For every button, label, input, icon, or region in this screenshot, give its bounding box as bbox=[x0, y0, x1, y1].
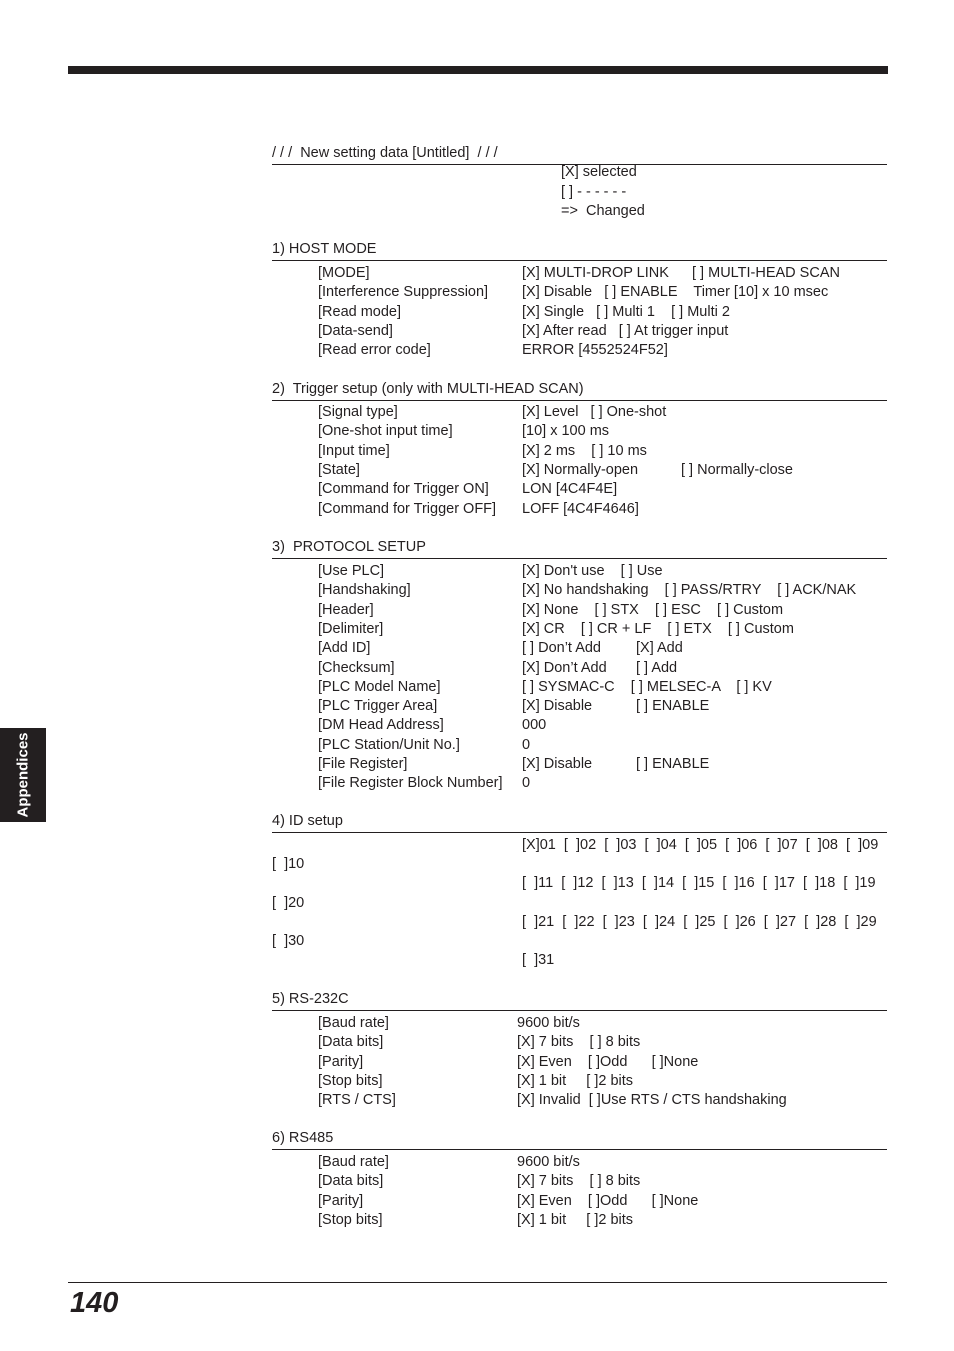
setting-value: [X] After read [ ] At trigger input bbox=[522, 322, 729, 339]
setting-label: [Baud rate] bbox=[318, 1154, 389, 1170]
setting-label: [Handshaking] bbox=[318, 582, 411, 599]
id-line: [X]01 [ ]02 [ ]03 [ ]04 [ ]05 [ ]06 [ ]07 [ ]08 [ ]09 bbox=[522, 837, 879, 853]
id-line: [ ]30 bbox=[272, 933, 305, 949]
section-rule bbox=[272, 1149, 887, 1150]
setting-value: [X] Level [ ] One-shot bbox=[522, 404, 667, 420]
setting-value: [ ] Normally-close bbox=[681, 461, 793, 478]
setting-value: LOFF [4C4F4646] bbox=[522, 500, 639, 517]
setting-label: [Read mode] bbox=[318, 303, 402, 320]
setting-value: 9600 bit/s bbox=[517, 1015, 580, 1031]
page-number: 140 bbox=[70, 1287, 119, 1319]
setting-label: [DM Head Address] bbox=[318, 717, 444, 734]
setting-label: [File Register] bbox=[318, 756, 408, 772]
setting-label: [Read error code] bbox=[318, 342, 431, 359]
setting-value: [ ] ENABLE bbox=[636, 756, 710, 772]
setting-value: [X] Normally-open bbox=[522, 461, 639, 478]
setting-label: [Data bits] bbox=[318, 1034, 384, 1051]
section-rule bbox=[272, 260, 887, 261]
setting-label: [Command for Trigger OFF] bbox=[318, 500, 497, 517]
setting-value: [ ] MULTI-HEAD SCAN bbox=[692, 265, 840, 281]
setting-value: [X] 1 bit [ ]2 bits bbox=[517, 1072, 634, 1089]
section-rule bbox=[272, 1010, 887, 1011]
footer-rule bbox=[68, 1282, 887, 1283]
section-heading: 6) RS485 bbox=[272, 1130, 334, 1146]
setting-value: [X] 7 bits [ ] 8 bits bbox=[517, 1034, 641, 1051]
setting-value: [X] 7 bits [ ] 8 bits bbox=[517, 1173, 641, 1190]
setting-label: [File Register Block Number] bbox=[318, 775, 503, 792]
setting-label: [PLC Trigger Area] bbox=[318, 698, 438, 715]
section-heading: 1) HOST MODE bbox=[272, 241, 377, 257]
setting-label: [Stop bits] bbox=[318, 1211, 383, 1228]
setting-value: [X] Disable bbox=[522, 756, 593, 772]
setting-label: [Add ID] bbox=[318, 640, 371, 657]
setting-label: [Data bits] bbox=[318, 1173, 384, 1190]
setting-label: [Parity] bbox=[318, 1192, 364, 1209]
setting-label: [Signal type] bbox=[318, 404, 398, 420]
setting-label: [Input time] bbox=[318, 442, 390, 459]
section-heading: 4) ID setup bbox=[272, 813, 343, 829]
top-rule bbox=[68, 66, 888, 74]
setting-value: [ ] SYSMAC-C [ ] MELSEC-A [ ] KV bbox=[522, 678, 772, 695]
setting-value: [ ] Don’t Add bbox=[522, 640, 601, 657]
section-heading: 5) RS-232C bbox=[272, 991, 349, 1007]
setting-value: [X] 2 ms [ ] 10 ms bbox=[522, 442, 647, 459]
setting-value: [ ] Add bbox=[636, 659, 678, 676]
setting-value: [10] x 100 ms bbox=[522, 423, 610, 440]
section-rule bbox=[272, 400, 887, 401]
setting-label: [State] bbox=[318, 461, 360, 478]
setting-value: 0 bbox=[522, 775, 531, 792]
id-line: [ ]31 bbox=[522, 952, 555, 968]
setting-label: [Baud rate] bbox=[318, 1015, 389, 1031]
setting-value: [X] Add bbox=[636, 640, 683, 657]
setting-value: [X] Invalid [ ]Use RTS / CTS handshaking bbox=[517, 1092, 787, 1109]
legend-changed: => Changed bbox=[561, 203, 645, 219]
legend-unselected: [ ] - - - - - - bbox=[561, 184, 627, 200]
legend-selected: [X] selected bbox=[561, 164, 637, 180]
setting-label: [Interference Suppression] bbox=[318, 284, 489, 301]
setting-value: [ ] ENABLE bbox=[636, 698, 710, 715]
setting-value: [X] None [ ] STX [ ] ESC [ ] Custom bbox=[522, 601, 784, 618]
setting-value: [X] No handshaking [ ] PASS/RTRY [ ] ACK/NAK bbox=[522, 582, 857, 599]
setting-label: [Stop bits] bbox=[318, 1072, 383, 1089]
setting-label: [Use PLC] bbox=[318, 563, 385, 579]
setting-label: [MODE] bbox=[318, 265, 370, 281]
setting-value: [X] Even [ ]Odd [ ]None bbox=[517, 1053, 699, 1070]
setting-value: ERROR [4552524F52] bbox=[522, 342, 668, 359]
setting-label: [PLC Station/Unit No.] bbox=[318, 736, 460, 753]
setting-value: [X] Disable bbox=[522, 698, 593, 715]
id-line: [ ]10 bbox=[272, 856, 305, 872]
setting-label: [RTS / CTS] bbox=[318, 1092, 396, 1109]
section-rule bbox=[272, 558, 887, 559]
setting-value: [X] Disable [ ] ENABLE Timer [10] x 10 msec bbox=[522, 284, 829, 301]
setting-value: [X] Don't use [ ] Use bbox=[522, 563, 663, 579]
section-heading: 3) PROTOCOL SETUP bbox=[272, 539, 426, 555]
setting-value: [X] CR [ ] CR + LF [ ] ETX [ ] Custom bbox=[522, 620, 794, 637]
side-tab bbox=[0, 728, 46, 822]
setting-label: [Command for Trigger ON] bbox=[318, 481, 489, 498]
side-tab-label: Appendices bbox=[14, 732, 32, 818]
setting-label: [Data-send] bbox=[318, 322, 393, 339]
setting-label: [One-shot input time] bbox=[318, 423, 453, 440]
setting-value: [X] Single [ ] Multi 1 [ ] Multi 2 bbox=[522, 303, 730, 320]
setting-label: [Delimiter] bbox=[318, 620, 384, 637]
setting-value: 9600 bit/s bbox=[517, 1154, 580, 1170]
setting-label: [Checksum] bbox=[318, 659, 395, 676]
setting-value: [X] 1 bit [ ]2 bits bbox=[517, 1211, 634, 1228]
id-line: [ ]21 [ ]22 [ ]23 [ ]24 [ ]25 [ ]26 [ ]27 [ ]28 [ ]29 bbox=[522, 914, 877, 930]
id-line: [ ]11 [ ]12 [ ]13 [ ]14 [ ]15 [ ]16 [ ]17 [ ]18 [ ]19 bbox=[522, 875, 876, 891]
setting-value: [X] MULTI-DROP LINK bbox=[522, 265, 669, 281]
section-heading: 2) Trigger setup (only with MULTI-HEAD SCAN) bbox=[272, 381, 584, 397]
setting-label: [Header] bbox=[318, 601, 374, 618]
setting-value: LON [4C4F4E] bbox=[522, 481, 618, 498]
id-line: [ ]20 bbox=[272, 895, 305, 911]
setting-value: [X] Even [ ]Odd [ ]None bbox=[517, 1192, 699, 1209]
setting-value: 000 bbox=[522, 717, 547, 734]
setting-label: [Parity] bbox=[318, 1053, 364, 1070]
setting-value: 0 bbox=[522, 736, 531, 753]
setting-label: [PLC Model Name] bbox=[318, 678, 441, 695]
setting-value: [X] Don’t Add bbox=[522, 659, 607, 676]
document-title: / / / New setting data [Untitled] / / / bbox=[272, 145, 498, 161]
section-rule bbox=[272, 832, 887, 833]
